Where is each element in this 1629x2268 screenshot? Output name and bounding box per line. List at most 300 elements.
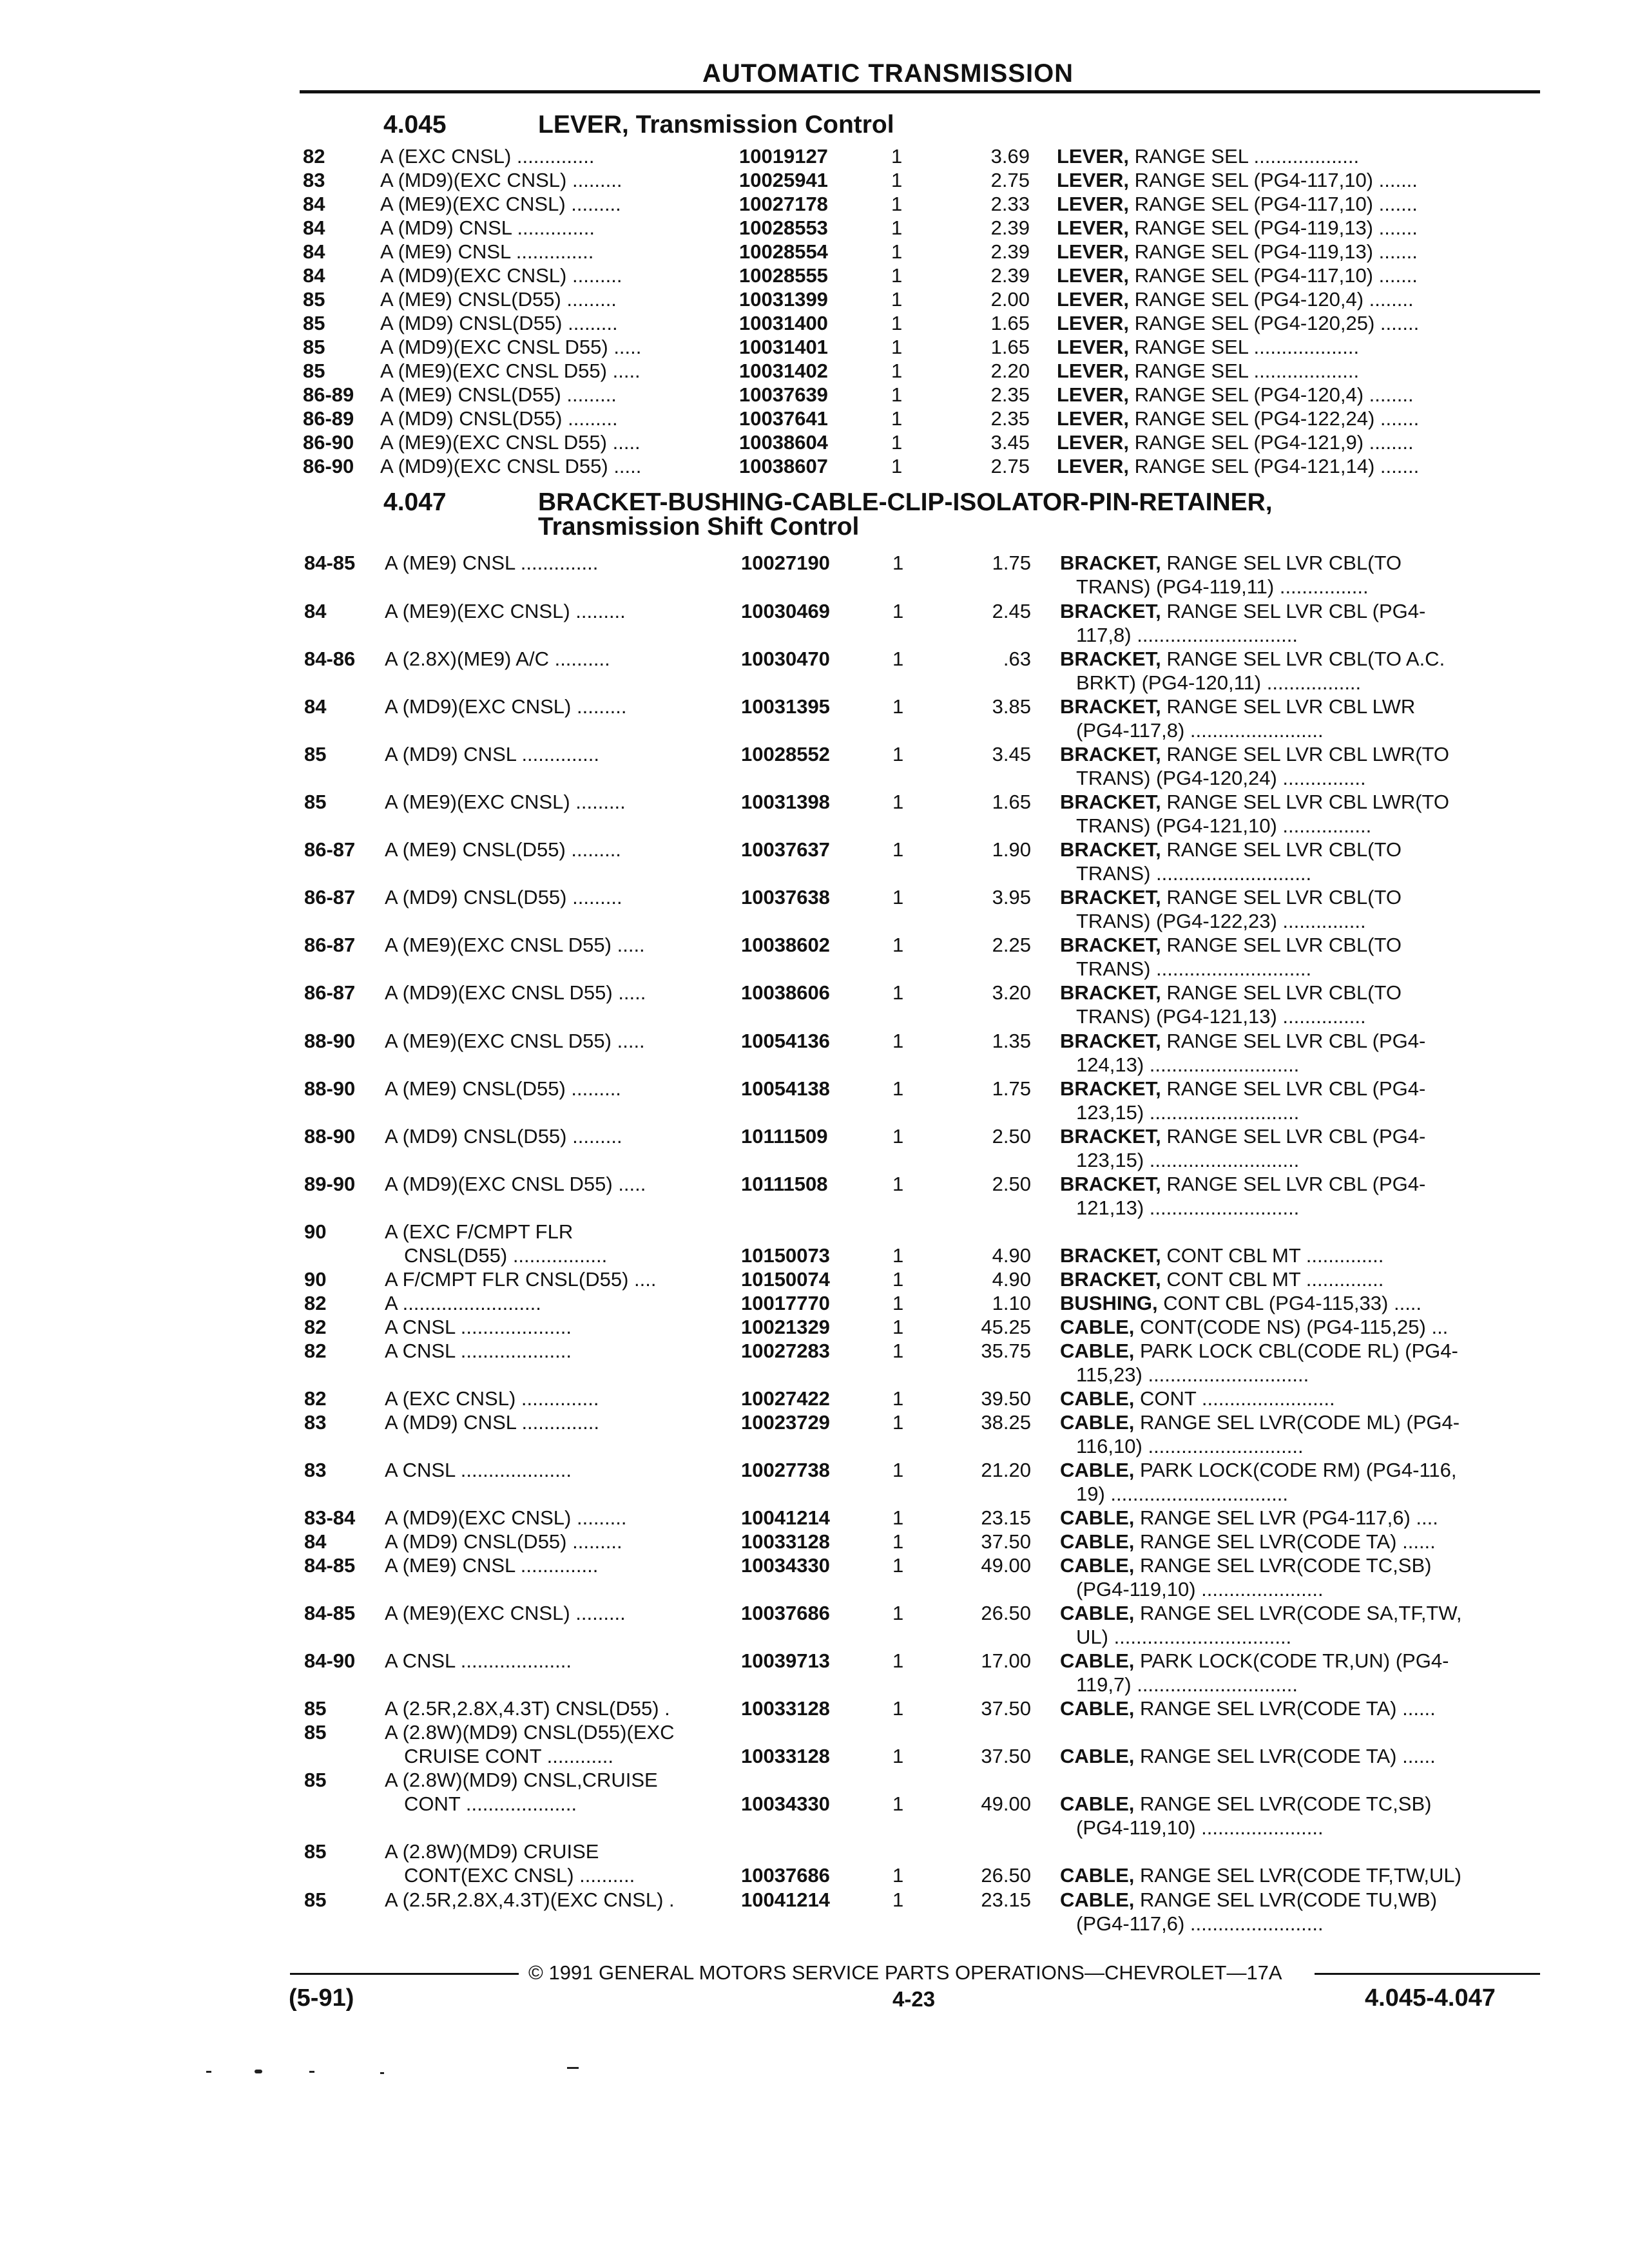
part-name-detail: RANGE SEL LVR(CODE SA,TF,TW, [1134, 1602, 1462, 1624]
part-name-keyword: CABLE, [1060, 1459, 1135, 1481]
part-name-continued: UL) ................................ [1076, 1626, 1292, 1648]
price: 3.95 [992, 886, 1031, 908]
part-number: 10038606 [741, 981, 830, 1004]
table-row [0, 407, 1629, 430]
section-subtitle: Transmission Shift Control [538, 513, 860, 541]
table-row [0, 264, 1629, 287]
part-number: 10028554 [739, 240, 828, 263]
part-name-detail: RANGE SEL ................... [1128, 145, 1360, 168]
part-name-detail: RANGE SEL LVR CBL LWR(TO [1161, 791, 1450, 813]
quantity: 1 [892, 1697, 904, 1720]
table-row [0, 311, 1629, 335]
table-row [0, 1840, 1629, 1863]
part-name-continued: (PG4-119,10) ...................... [1076, 1578, 1324, 1600]
quantity: 1 [891, 145, 903, 168]
quantity: 1 [891, 336, 903, 358]
part-name-keyword: LEVER, [1057, 312, 1129, 334]
quantity: 1 [892, 743, 904, 765]
price: 26.50 [981, 1602, 1031, 1624]
part-name-continued: (PG4-117,8) ........................ [1076, 719, 1324, 742]
table-row [0, 1220, 1629, 1244]
part-number: 10038602 [741, 934, 830, 956]
application-description: A (ME9) CNSL .............. [385, 1554, 599, 1577]
quantity: 1 [891, 407, 903, 430]
part-name [1060, 1410, 1460, 1434]
part-number: 10033128 [741, 1530, 830, 1553]
model-year: 84 [304, 695, 327, 718]
application-description: A (ME9)(EXC CNSL) ......... [385, 791, 626, 813]
table-row [0, 1530, 1629, 1553]
part-name [1060, 1029, 1425, 1053]
part-name-detail: RANGE SEL (PG4-117,10) ....... [1128, 169, 1418, 191]
footer-page-number: 4-23 [892, 1987, 936, 2011]
quantity: 1 [891, 240, 903, 263]
part-name [1060, 1172, 1425, 1196]
quantity: 1 [892, 1554, 904, 1577]
table-row [0, 1315, 1629, 1339]
price: 37.50 [981, 1745, 1031, 1767]
table-row [0, 1649, 1629, 1673]
part-name [1060, 647, 1445, 671]
section-heading [383, 111, 894, 139]
part-number: 10034330 [741, 1792, 830, 1815]
quantity: 1 [892, 1864, 904, 1887]
part-name [1057, 192, 1418, 216]
table-row [0, 790, 1629, 814]
price: 49.00 [981, 1554, 1031, 1577]
quantity: 1 [891, 288, 903, 311]
part-number: 10037686 [741, 1864, 830, 1887]
part-number: 10017770 [741, 1292, 830, 1314]
model-year: 88-90 [304, 1125, 356, 1148]
quantity: 1 [892, 1340, 904, 1362]
section-number: 4.047 [383, 488, 447, 516]
part-name [1060, 1124, 1425, 1148]
application-description: A (ME9) CNSL(D55) ......... [385, 1077, 621, 1100]
quantity: 1 [892, 1268, 904, 1291]
application-description: A (MD9) CNSL(D55) ......... [385, 1530, 622, 1553]
model-year: 85 [304, 1840, 327, 1863]
part-name-keyword: BRACKET, [1060, 1268, 1161, 1291]
part-number: 10054138 [741, 1077, 830, 1100]
part-name-keyword: BRACKET, [1060, 1077, 1161, 1100]
part-number: 10037639 [739, 383, 828, 406]
part-number: 10038607 [739, 455, 828, 477]
table-row [0, 1744, 1629, 1768]
part-name-detail: RANGE SEL LVR(CODE ML) (PG4- [1134, 1411, 1460, 1434]
model-year: 85 [303, 360, 325, 382]
part-name-detail: RANGE SEL (PG4-122,24) ....... [1128, 407, 1420, 430]
part-name-keyword: CABLE, [1060, 1745, 1135, 1767]
price: 49.00 [981, 1792, 1031, 1815]
model-year: 86-89 [303, 383, 354, 406]
part-name [1060, 1339, 1458, 1363]
part-name-detail: RANGE SEL (PG4-120,4) ........ [1128, 383, 1414, 406]
application-description: A (ME9) CNSL(D55) ......... [380, 288, 617, 311]
part-name-continued: (PG4-119,10) ...................... [1076, 1816, 1324, 1839]
application-description: A CNSL .................... [385, 1459, 572, 1481]
application-description-continued: CNSL(D55) ................. [404, 1244, 608, 1267]
application-description: A (ME9) CNSL .............. [380, 240, 594, 263]
price: 2.39 [990, 240, 1030, 263]
part-name-detail: RANGE SEL LVR CBL (PG4- [1161, 600, 1426, 622]
part-number: 10037641 [739, 407, 828, 430]
part-name-keyword: CABLE, [1060, 1554, 1135, 1577]
part-name-continued: TRANS) (PG4-122,23) ............... [1076, 910, 1366, 932]
footer-section-ref: 4.045-4.047 [1365, 1984, 1496, 2012]
part-name-detail: RANGE SEL LVR(CODE TA) ...... [1134, 1697, 1436, 1720]
part-name-detail: PARK LOCK(CODE TR,UN) (PG4- [1134, 1649, 1449, 1672]
part-name-keyword: BRACKET, [1060, 934, 1161, 956]
part-name-continued: 117,8) ............................. [1076, 624, 1298, 646]
quantity: 1 [892, 1030, 904, 1052]
part-name [1057, 454, 1419, 478]
application-description: A CNSL .................... [385, 1649, 572, 1672]
part-number: 10033128 [741, 1745, 830, 1767]
part-number: 10111508 [741, 1173, 828, 1195]
part-name-detail: RANGE SEL (PG4-119,13) ....... [1128, 240, 1418, 263]
quantity: 1 [892, 1411, 904, 1434]
part-number: 10019127 [739, 145, 828, 168]
part-number: 10027190 [741, 552, 830, 574]
quantity: 1 [892, 1745, 904, 1767]
application-description: A (MD9) CNSL(D55) ......... [385, 886, 622, 908]
part-name-detail: RANGE SEL LVR CBL (PG4- [1161, 1030, 1426, 1052]
part-name-detail: RANGE SEL (PG4-121,14) ....... [1128, 455, 1420, 477]
part-number: 10041214 [741, 1506, 830, 1529]
part-name [1057, 311, 1419, 335]
application-description: A (2.8W)(MD9) CNSL(D55)(EXC [385, 1721, 675, 1744]
table-row [0, 1696, 1629, 1720]
part-name-detail: RANGE SEL ................... [1128, 360, 1360, 382]
table-row [0, 838, 1629, 861]
model-year: 82 [304, 1340, 327, 1362]
model-year: 85 [304, 1888, 327, 1911]
part-name-detail: PARK LOCK CBL(CODE RL) (PG4- [1134, 1340, 1458, 1362]
part-number: 10033128 [741, 1697, 830, 1720]
price: 37.50 [981, 1530, 1031, 1553]
application-description-continued: CONT(EXC CNSL) .......... [404, 1864, 635, 1887]
model-year: 82 [304, 1292, 327, 1314]
part-name-keyword: LEVER, [1057, 240, 1129, 263]
quantity: 1 [891, 169, 903, 191]
quantity: 1 [892, 1292, 904, 1314]
table-row [0, 1124, 1629, 1148]
section-number: 4.045 [383, 111, 447, 139]
part-name-detail: CONT CBL MT .............. [1161, 1268, 1384, 1291]
application-description: A (2.8W)(MD9) CNSL,CRUISE [385, 1769, 658, 1791]
part-name-detail: CONT CBL MT .............. [1161, 1244, 1384, 1267]
quantity: 1 [892, 1506, 904, 1529]
footer-copyright: © 1991 GENERAL MOTORS SERVICE PARTS OPERATIONS—CHEVROLET—17A [528, 1961, 1282, 1984]
part-name-continued: TRANS) (PG4-119,11) ................ [1076, 575, 1369, 598]
model-year: 83 [304, 1411, 327, 1434]
price: 2.00 [990, 288, 1030, 311]
part-name-keyword: BUSHING, [1060, 1292, 1158, 1314]
table-row [0, 1458, 1629, 1482]
model-year: 82 [304, 1387, 327, 1410]
model-year: 90 [304, 1268, 327, 1291]
price: 3.45 [992, 743, 1031, 765]
part-name [1060, 1291, 1422, 1315]
part-number: 10023729 [741, 1411, 830, 1434]
model-year: 84-85 [304, 552, 356, 574]
model-year: 85 [304, 1721, 327, 1744]
part-name-keyword: LEVER, [1057, 360, 1129, 382]
part-name-keyword: BRACKET, [1060, 838, 1161, 861]
part-number: 10150074 [741, 1268, 830, 1291]
part-number: 10028555 [739, 264, 828, 287]
table-row [0, 383, 1629, 407]
application-description: A F/CMPT FLR CNSL(D55) .... [385, 1268, 657, 1291]
price: 2.75 [990, 455, 1030, 477]
application-description: A (ME9) CNSL(D55) ......... [380, 383, 617, 406]
part-name [1057, 168, 1418, 192]
part-number: 10034330 [741, 1554, 830, 1577]
part-name [1060, 695, 1415, 718]
part-number: 10027738 [741, 1459, 830, 1481]
price: 37.50 [981, 1697, 1031, 1720]
quantity: 1 [891, 264, 903, 287]
price: 2.33 [990, 193, 1030, 215]
table-row [0, 885, 1629, 909]
model-year: 84 [304, 1530, 327, 1553]
table-row [0, 1244, 1629, 1267]
part-name-keyword: BRACKET, [1060, 695, 1161, 718]
table-row [0, 216, 1629, 240]
part-name-detail: RANGE SEL (PG4-121,9) ........ [1128, 431, 1414, 454]
part-name-detail: RANGE SEL LVR(CODE TC,SB) [1134, 1554, 1432, 1577]
model-year: 84 [304, 600, 327, 622]
price: 4.90 [992, 1268, 1031, 1291]
application-description: A ......................... [385, 1292, 541, 1314]
model-year: 84 [303, 240, 325, 263]
price: 1.65 [990, 312, 1030, 334]
model-year: 88-90 [304, 1030, 356, 1052]
part-name-detail: CONT(CODE NS) (PG4-115,25) ... [1134, 1316, 1449, 1338]
part-name-continued: TRANS) (PG4-121,13) ............... [1076, 1005, 1366, 1028]
application-description: A (EXC CNSL) .............. [380, 145, 595, 168]
quantity: 1 [892, 1792, 904, 1815]
application-description: A CNSL .................... [385, 1316, 572, 1338]
model-year: 84 [303, 264, 325, 287]
table-row [0, 1888, 1629, 1912]
part-name [1057, 144, 1359, 168]
model-year: 84 [303, 216, 325, 239]
part-name [1057, 264, 1418, 287]
price: 1.75 [992, 1077, 1031, 1100]
part-name-keyword: CABLE, [1060, 1530, 1135, 1553]
price: 2.35 [990, 383, 1030, 406]
part-name [1060, 1077, 1425, 1100]
part-name-keyword: BRACKET, [1060, 648, 1161, 670]
part-name-continued: 119,7) ............................. [1076, 1673, 1298, 1696]
table-row [0, 1410, 1629, 1434]
model-year: 85 [304, 743, 327, 765]
table-row [0, 1339, 1629, 1363]
price: 23.15 [981, 1506, 1031, 1529]
quantity: 1 [892, 648, 904, 670]
quantity: 1 [892, 552, 904, 574]
model-year: 85 [303, 336, 325, 358]
part-name-detail: RANGE SEL LVR(CODE TF,TW,UL) [1134, 1864, 1461, 1887]
part-name [1060, 1458, 1457, 1482]
part-name-detail: RANGE SEL LVR(CODE TA) ...... [1134, 1530, 1436, 1553]
part-number: 10039713 [741, 1649, 830, 1672]
table-row [0, 1792, 1629, 1816]
part-name [1057, 335, 1359, 359]
part-name-continued: TRANS) (PG4-121,10) ................ [1076, 814, 1372, 837]
part-number: 10027422 [741, 1387, 830, 1410]
model-year: 84-85 [304, 1602, 356, 1624]
part-name-keyword: BRACKET, [1060, 1173, 1161, 1195]
quantity: 1 [892, 981, 904, 1004]
part-name [1060, 838, 1402, 861]
part-name-keyword: BRACKET, [1060, 600, 1161, 622]
table-row [0, 742, 1629, 766]
application-description: A (MD9)(EXC CNSL D55) ..... [385, 1173, 646, 1195]
part-name-keyword: BRACKET, [1060, 1030, 1161, 1052]
part-name-keyword: CABLE, [1060, 1387, 1135, 1410]
application-description: A (ME9)(EXC CNSL) ......... [385, 1602, 626, 1624]
table-row [0, 1601, 1629, 1625]
application-description: A (MD9) CNSL .............. [385, 743, 600, 765]
page-title: AUTOMATIC TRANSMISSION [702, 59, 1074, 88]
model-year: 86-90 [303, 455, 354, 477]
part-name-detail: PARK LOCK(CODE RM) (PG4-116, [1134, 1459, 1457, 1481]
part-name-detail: RANGE SEL (PG4-120,25) ....... [1128, 312, 1420, 334]
quantity: 1 [892, 1077, 904, 1100]
application-description: A (ME9)(EXC CNSL D55) ..... [385, 1030, 645, 1052]
quantity: 1 [892, 1387, 904, 1410]
price: 2.39 [990, 264, 1030, 287]
part-number: 10031399 [739, 288, 828, 311]
model-year: 83 [303, 169, 325, 191]
part-name-keyword: LEVER, [1057, 145, 1129, 168]
section-title: LEVER, Transmission Control [538, 111, 894, 139]
footer-date: (5-91) [289, 1984, 354, 2012]
part-name [1060, 1387, 1335, 1410]
table-row [0, 1172, 1629, 1196]
price: 17.00 [981, 1649, 1031, 1672]
part-name [1060, 1888, 1437, 1912]
application-description: A (2.5R,2.8X,4.3T)(EXC CNSL) . [385, 1888, 675, 1911]
part-number: 10054136 [741, 1030, 830, 1052]
price: 3.20 [992, 981, 1031, 1004]
model-year: 88-90 [304, 1077, 356, 1100]
header-rule [300, 90, 1540, 93]
model-year: 86-87 [304, 838, 356, 861]
application-description: A (MD9)(EXC CNSL) ......... [385, 1506, 627, 1529]
table-row [0, 981, 1629, 1004]
part-name [1060, 1696, 1436, 1720]
application-description: A (MD9) CNSL(D55) ......... [380, 312, 618, 334]
footer-rule-right [1315, 1973, 1540, 1975]
part-name-continued: TRANS) ............................ [1076, 862, 1312, 885]
price: 21.20 [981, 1459, 1031, 1481]
application-description: A (ME9)(EXC CNSL D55) ..... [380, 360, 641, 382]
application-description: A (ME9)(EXC CNSL D55) ..... [380, 431, 641, 454]
table-row [0, 647, 1629, 671]
model-year: 90 [304, 1220, 327, 1243]
part-name-keyword: CABLE, [1060, 1792, 1135, 1815]
part-name [1060, 1506, 1438, 1530]
part-name-detail: RANGE SEL LVR (PG4-117,6) .... [1134, 1506, 1438, 1529]
part-name-detail: RANGE SEL LVR CBL LWR [1161, 695, 1416, 718]
table-row [0, 1506, 1629, 1530]
part-name-keyword: BRACKET, [1060, 886, 1161, 908]
quantity: 1 [892, 1530, 904, 1553]
part-number: 10028552 [741, 743, 830, 765]
quantity: 1 [892, 1173, 904, 1195]
application-description: A (MD9)(EXC CNSL D55) ..... [385, 981, 646, 1004]
part-name-keyword: CABLE, [1060, 1602, 1135, 1624]
application-description: A (ME9) CNSL .............. [385, 552, 599, 574]
part-number: 10030469 [741, 600, 830, 622]
part-name-detail: RANGE SEL (PG4-119,13) ....... [1128, 216, 1418, 239]
part-number: 10031400 [739, 312, 828, 334]
part-name-continued: BRKT) (PG4-120,11) ................. [1076, 671, 1362, 694]
part-name-continued: TRANS) (PG4-120,24) ............... [1076, 767, 1366, 789]
model-year: 84-86 [304, 648, 356, 670]
model-year: 86-87 [304, 934, 356, 956]
part-name-keyword: LEVER, [1057, 288, 1129, 311]
price: 3.45 [990, 431, 1030, 454]
part-name [1057, 407, 1419, 430]
part-number: 10037637 [741, 838, 830, 861]
model-year: 83-84 [304, 1506, 356, 1529]
part-name [1060, 1744, 1436, 1768]
application-description: A (2.8X)(ME9) A/C .......... [385, 648, 610, 670]
part-name-keyword: BRACKET, [1060, 791, 1161, 813]
application-description: A CNSL .................... [385, 1340, 572, 1362]
model-year: 84 [303, 193, 325, 215]
part-name-detail: RANGE SEL (PG4-120,4) ........ [1128, 288, 1414, 311]
quantity: 1 [892, 1125, 904, 1148]
part-name [1060, 981, 1402, 1004]
application-description: A (MD9) CNSL(D55) ......... [380, 407, 618, 430]
part-name-keyword: BRACKET, [1060, 552, 1161, 574]
table-row [0, 695, 1629, 718]
part-name-detail: RANGE SEL LVR(CODE TC,SB) [1134, 1792, 1432, 1815]
application-description: A (MD9) CNSL(D55) ......... [385, 1125, 622, 1148]
part-name [1057, 287, 1414, 311]
part-name [1060, 1244, 1383, 1267]
application-description: A (ME9) CNSL(D55) ......... [385, 838, 621, 861]
model-year: 84-85 [304, 1554, 356, 1577]
price: 2.45 [992, 600, 1031, 622]
model-year: 84-90 [304, 1649, 356, 1672]
part-name-keyword: BRACKET, [1060, 1244, 1161, 1267]
price: 23.15 [981, 1888, 1031, 1911]
part-name [1060, 790, 1449, 814]
table-row [0, 1553, 1629, 1577]
part-name-continued: 19) ................................ [1076, 1483, 1289, 1505]
application-description: A (2.8W)(MD9) CRUISE [385, 1840, 599, 1863]
part-name [1060, 885, 1402, 909]
part-name-continued: 123,15) ........................... [1076, 1149, 1300, 1171]
price: 35.75 [981, 1340, 1031, 1362]
part-name [1057, 216, 1418, 240]
part-name-keyword: BRACKET, [1060, 1125, 1161, 1148]
quantity: 1 [891, 312, 903, 334]
part-name-detail: RANGE SEL (PG4-117,10) ....... [1128, 264, 1418, 287]
model-year: 89-90 [304, 1173, 356, 1195]
part-name [1060, 1315, 1448, 1339]
application-description: A (ME9)(EXC CNSL) ......... [385, 600, 626, 622]
part-name-keyword: LEVER, [1057, 336, 1129, 358]
price: 1.90 [992, 838, 1031, 861]
